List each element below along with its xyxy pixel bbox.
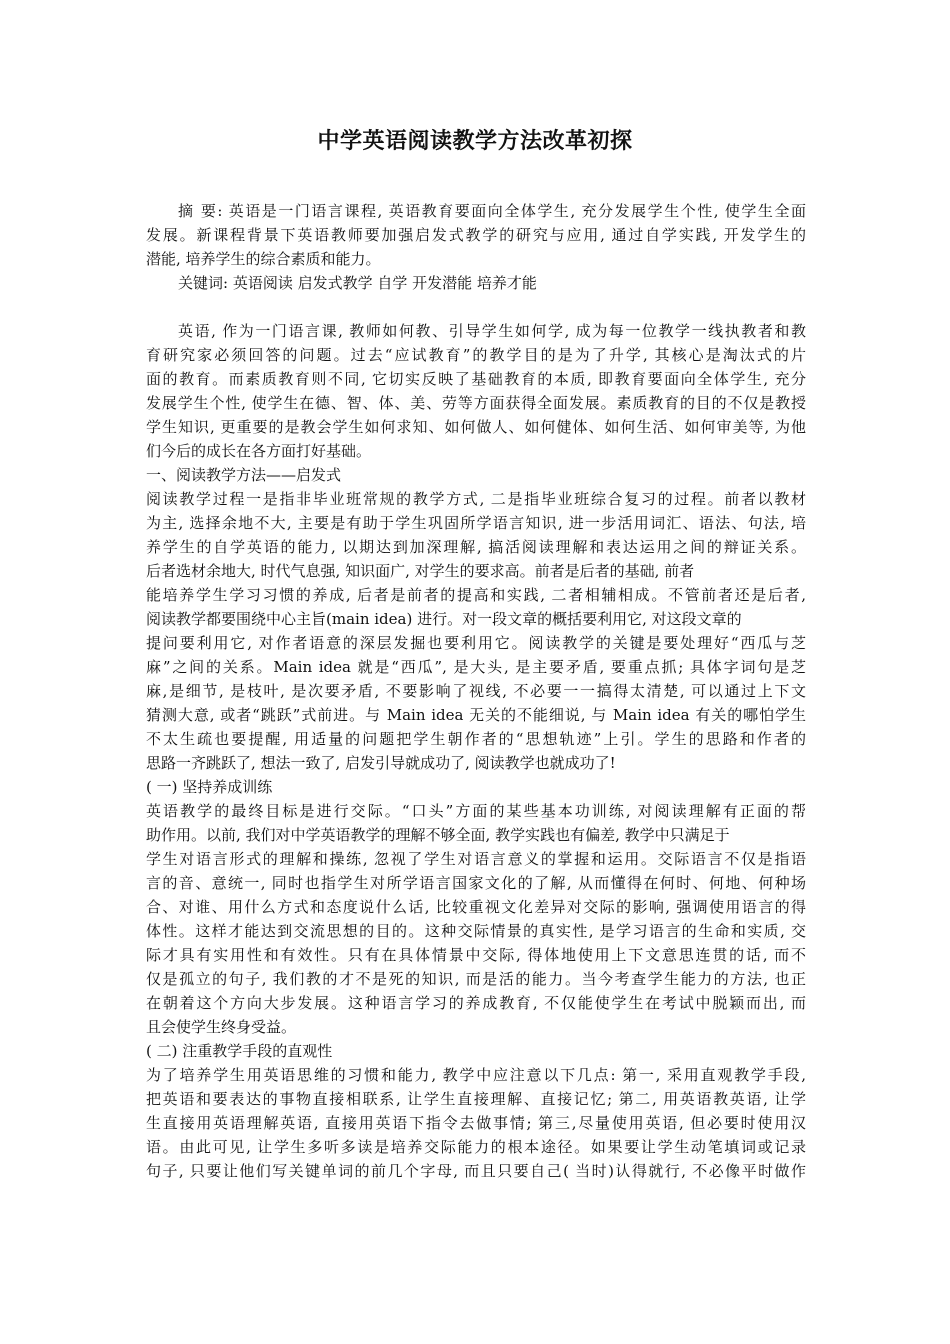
- blank-line: [146, 295, 806, 319]
- subsection1-paragraph: [146, 799, 806, 1039]
- paragraph-line: 麻,是细节, 是枝叶, 是次要矛盾, 不要影响了视线, 不必要一一搞得太清楚, 可以通过上下文: [146, 682, 806, 700]
- abstract-line: 发展。新课程背景下英语教师要加强启发式教学的研究与应用, 通过自学实践, 开发学生的: [146, 226, 806, 244]
- paragraph-line: 猜测大意, 或者“跳跃”式前进。与 Main idea 无关的不能细说, 与 Main idea 有关的哪怕学生: [146, 706, 806, 724]
- paragraph-line: 言的音、意统一, 同时也指学生对所学语言国家文化的了解, 从而懂得在何时、何地、何种场: [146, 874, 806, 892]
- paragraph-line: 际才具有实用性和有效性。只有在具体情景中交际, 得体地使用上下文意思连贯的话, 而不: [146, 946, 806, 964]
- paragraph-line: 为了培养学生用英语思维的习惯和能力, 教学中应注意以下几点: 第一, 采用直观教学手段,: [146, 1066, 806, 1084]
- paragraph-line: 阅读教学过程一是指非毕业班常规的教学方式, 二是指毕业班综合复习的过程。前者以教材: [146, 490, 806, 508]
- paragraph-line: 育研究家必须回答的问题。过去“应试教育”的教学目的是为了升学, 其核心是淘汰式的片: [146, 346, 806, 364]
- paragraph-line: 面的教育。而素质教育则不同, 它切实反映了基础教育的本质, 即教育要面向全体学生, 充分: [146, 370, 806, 388]
- subsection-heading: ( 二) 注重教学手段的直观性: [146, 1042, 333, 1060]
- paragraph-line: 英语, 作为一门语言课, 教师如何教、引导学生如何学, 成为每一位教学一线执教者和教: [178, 322, 806, 340]
- paragraph-line: 提问要利用它, 对作者语意的深层发掘也要利用它。阅读教学的关键是要处理好“西瓜与芝: [146, 634, 806, 652]
- paragraph-line: 学生知识, 更重要的是教会学生如何求知、如何做人、如何健体、如何生活、如何审美等, 为他: [146, 418, 806, 436]
- subsection-heading: ( 一) 坚持养成训练: [146, 778, 273, 796]
- section-heading: 一、阅读教学方法——启发式: [146, 466, 342, 484]
- paragraph-line: 把英语和要表达的事物直接相联系, 让学生直接理解、直接记忆; 第二, 用英语教英语, 让学: [146, 1090, 806, 1108]
- paragraph-line: 助作用。以前, 我们对中学英语教学的理解不够全面, 教学实践也有偏差, 教学中只满足于: [146, 826, 730, 844]
- abstract: [146, 199, 806, 271]
- document-body: [146, 199, 806, 1183]
- document-title: 中学英语阅读教学方法改革初探: [317, 128, 633, 154]
- subsection2-paragraph: [146, 1063, 806, 1183]
- paragraph-line: 生直接用英语理解英语, 直接用英语下指令去做事情; 第三,尽量使用英语, 但必要时使用汉: [146, 1114, 806, 1132]
- abstract-line: 摘 要: 英语是一门语言课程, 英语教育要面向全体学生, 充分发展学生个性, 使学生全面: [178, 202, 806, 220]
- paragraph-line: 能培养学生学习习惯的养成, 后者是前者的提高和实践, 二者相辅相成。不管前者还是后者,: [146, 586, 806, 604]
- paragraph-line: 发展学生个性, 使学生在德、智、体、美、劳等方面获得全面发展。素质教育的目的不仅是教授: [146, 394, 806, 412]
- paragraph-line: 不太生疏也要提醒, 用适量的问题把学生朝作者的“思想轨迹”上引。学生的思路和作者的: [146, 730, 806, 748]
- paragraph-line: 学生对语言形式的理解和操练, 忽视了学生对语言意义的掌握和运用。交际语言不仅是指语: [146, 850, 806, 868]
- paragraph-line: 麻”之间的关系。Main idea 就是“西瓜”, 是大头, 是主要矛盾, 要重点抓; 具体字词句是芝: [146, 658, 806, 676]
- paragraph-line: 养学生的自学英语的能力, 以期达到加深理解, 搞活阅读理解和表达运用之间的辩证关系。: [146, 538, 806, 556]
- paragraph-line: 体性。这样才能达到交流思想的目的。这种交际情景的真实性, 是学习语言的生命和实质, 交: [146, 922, 806, 940]
- paragraph-line: 们今后的成长在各方面打好基础。: [146, 442, 372, 460]
- paragraph-line: 语。由此可见, 让学生多听多读是培养交际能力的根本途径。如果要让学生动笔填词或记录: [146, 1138, 806, 1156]
- intro-paragraph: [146, 319, 806, 463]
- paragraph-line: 且会使学生终身受益。: [146, 1018, 297, 1036]
- paragraph-line: 合、对谁、用什么方式和态度说什么话, 比较重视文化差异对交际的影响, 强调使用语言的得: [146, 898, 806, 916]
- paragraph-line: 后者选材余地大, 时代气息强, 知识面广, 对学生的要求高。前者是后者的基础, 前者: [146, 562, 695, 580]
- paragraph-line: 仅是孤立的句子, 我们教的才不是死的知识, 而是活的能力。当今考查学生能力的方法, 也正: [146, 970, 806, 988]
- paragraph-line: 思路一齐跳跃了, 想法一致了, 启发引导就成功了, 阅读教学也就成功了!: [146, 754, 616, 772]
- keywords: 关键词: 英语阅读 启发式教学 自学 开发潜能 培养才能: [178, 274, 537, 292]
- paragraph-line: 为主, 选择余地不大, 主要是有助于学生巩固所学语言知识, 进一步活用词汇、语法、句法, 培: [146, 514, 806, 532]
- paragraph-line: 英语教学的最终目标是进行交际。“口头”方面的某些基本功训练, 对阅读理解有正面的帮: [146, 802, 806, 820]
- abstract-line: 潜能, 培养学生的综合素质和能力。: [146, 250, 381, 268]
- paragraph-line: 句子, 只要让他们写关键单词的前几个字母, 而且只要自己( 当时)认得就行, 不必像平时做作: [146, 1162, 806, 1180]
- paragraph-line: 阅读教学都要围绕中心主旨(main idea) 进行。对一段文章的概括要利用它, 对这段文章的: [146, 610, 742, 628]
- paragraph-line: 在朝着这个方向大步发展。这种语言学习的养成教育, 不仅能使学生在考试中脱颖而出, 而: [146, 994, 806, 1012]
- section1-paragraph: [146, 487, 806, 775]
